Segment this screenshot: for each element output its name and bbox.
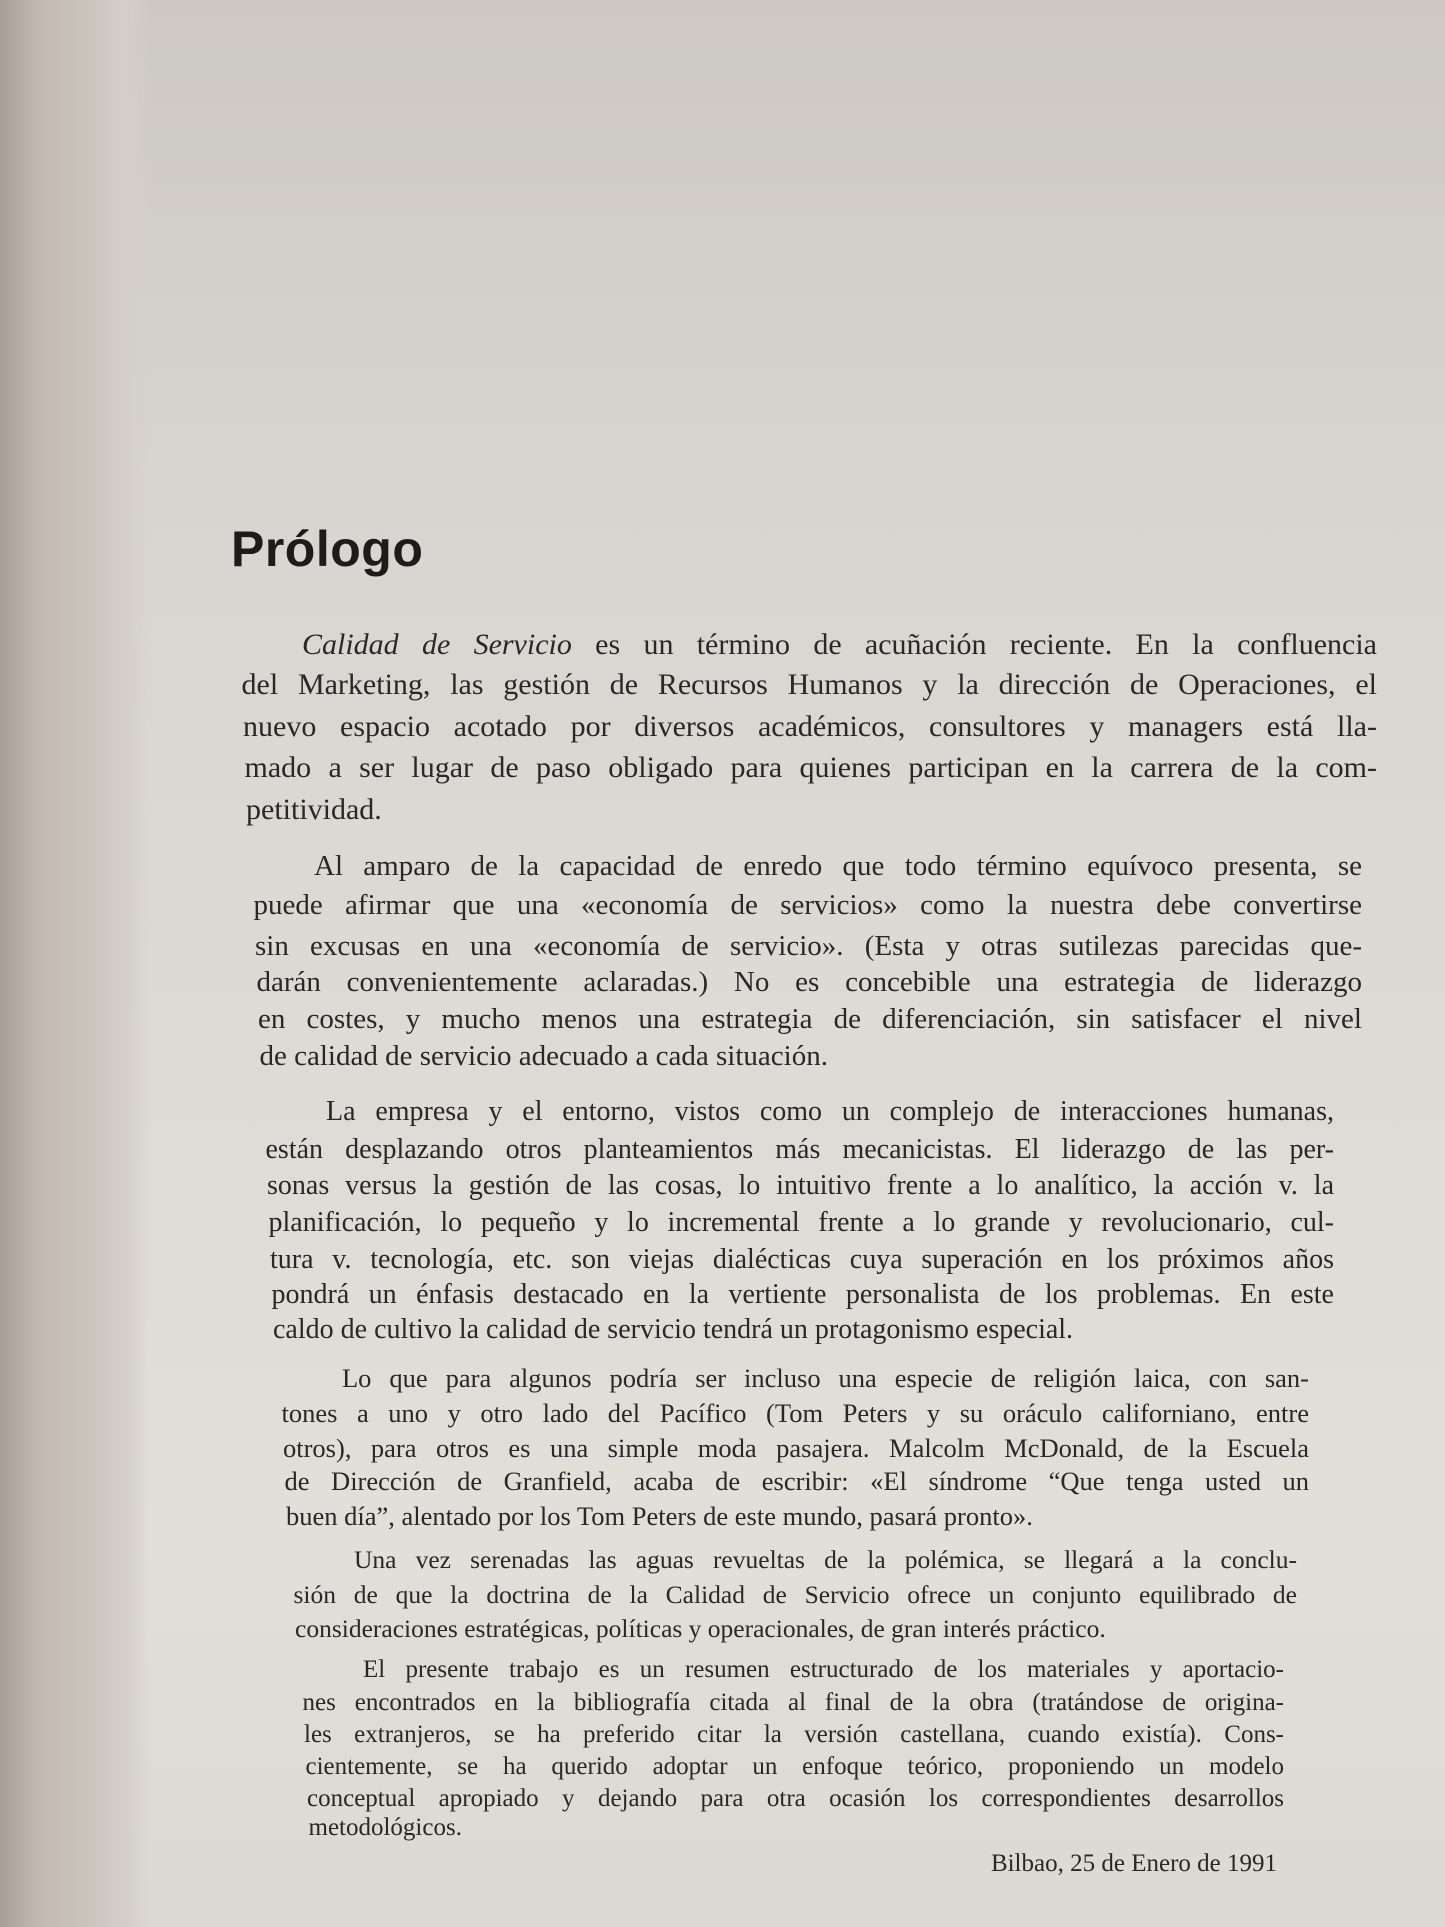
paragraph-3-line: planificación, lo pequeño y lo incremental frente a lo grande y revolucionario, cul- [268,1207,1334,1238]
paragraph-4-line: de Dirección de Granfield, acaba de escribir: «El síndrome “Que tenga usted un [284,1466,1309,1496]
page-edge [0,0,40,1927]
paragraph-4-line: Lo que para algunos podría ser incluso una especie de religión laica, con san- [342,1363,1309,1393]
paragraph-6-line: conceptual apropiado y dejando para otra ocasión los correspondientes desarrollos [307,1785,1284,1812]
paragraph-2-line: de calidad de servicio adecuado a cada situación. [259,1040,828,1072]
paragraph-6-line: les extranjeros, se ha preferido citar la versión castellana, cuando existía). Cons- [304,1721,1284,1748]
paragraph-6-line: cientemente, se ha querido adoptar un enfoque teórico, proponiendo un modelo [305,1753,1284,1780]
paragraph-6-line: nes encontrados en la bibliografía citada al final de la obra (tratándose de origina- [302,1689,1284,1716]
paragraph-5-line: Una vez serenadas las aguas revueltas de la polémica, se llegará a la conclu- [354,1545,1297,1574]
paragraph-5-line: sión de que la doctrina de la Calidad de Servicio ofrece un conjunto equilibrado de [293,1580,1297,1609]
paragraph-1-line: nuevo espacio acotado por diversos académicos, consultores y managers está lla- [243,710,1377,743]
paragraph-3-line: sonas versus la gestión de las cosas, lo intuitivo frente a lo analítico, la acción v. la [267,1170,1334,1201]
paragraph-3-line: están desplazando otros planteamientos más mecanicistas. El liderazgo de las per- [265,1134,1334,1165]
line-text: es un término de acuñación reciente. En la confluencia [571,628,1377,661]
paragraph-2-line: darán convenientemente aclaradas.) No es concebible una estrategia de liderazgo [256,966,1362,998]
italic-term: Calidad de Servicio [302,628,572,661]
paragraph-3-line: tura v. tecnología, etc. son viejas dialécticas cuya superación en los próximos años [270,1244,1334,1275]
paragraph-6-line: El presente trabajo es un resumen estructurado de los materiales y aportacio- [363,1656,1284,1683]
paragraph-1-line [302,630,1377,660]
paragraph-2-line: Al amparo de la capacidad de enredo que todo término equívoco presenta, se [314,850,1362,882]
paragraph-4-line: otros), para otros es una simple moda pasajera. Malcolm McDonald, de la Escuela [283,1433,1309,1463]
page-title: Prólogo [231,521,424,577]
paragraph-2-line: puede afirmar que una «economía de servicios» como la nuestra debe convertirse [253,889,1362,921]
paragraph-2-line: en costes, y mucho menos una estrategia de diferenciación, sin satisfacer el nivel [258,1003,1362,1035]
paragraph-3-line: La empresa y el entorno, vistos como un complejo de interacciones humanas, [326,1096,1334,1127]
paragraph-2-line: sin excusas en una «economía de servicio». (Esta y otras sutilezas parecidas que- [255,930,1362,962]
paragraph-6-line: metodológicos. [308,1814,462,1841]
paragraph-1-line: mado a ser lugar de paso obligado para quienes participan en la carrera de la com- [244,751,1377,784]
paragraph-3-line: pondrá un énfasis destacado en la vertiente personalista de los problemas. En este [271,1279,1334,1310]
paragraph-1-line: del Marketing, las gestión de Recursos Humanos y la dirección de Operaciones, el [241,668,1377,701]
signature-date: Bilbao, 25 de Enero de 1991 [990,1850,1277,1877]
paragraph-1-line: petitividad. [246,793,382,826]
paragraph-3-line: caldo de cultivo la calidad de servicio tendrá un protagonismo especial. [273,1314,1074,1345]
paragraph-4-line: tones a uno y otro lado del Pacífico (Tom Peters y su oráculo californiano, entre [281,1398,1309,1428]
paragraph-5-line: consideraciones estratégicas, políticas y operacionales, de gran interés práctico. [295,1614,1106,1643]
paragraph-4-line: buen día”, alentado por los Tom Peters de este mundo, pasará pronto». [286,1501,1033,1531]
